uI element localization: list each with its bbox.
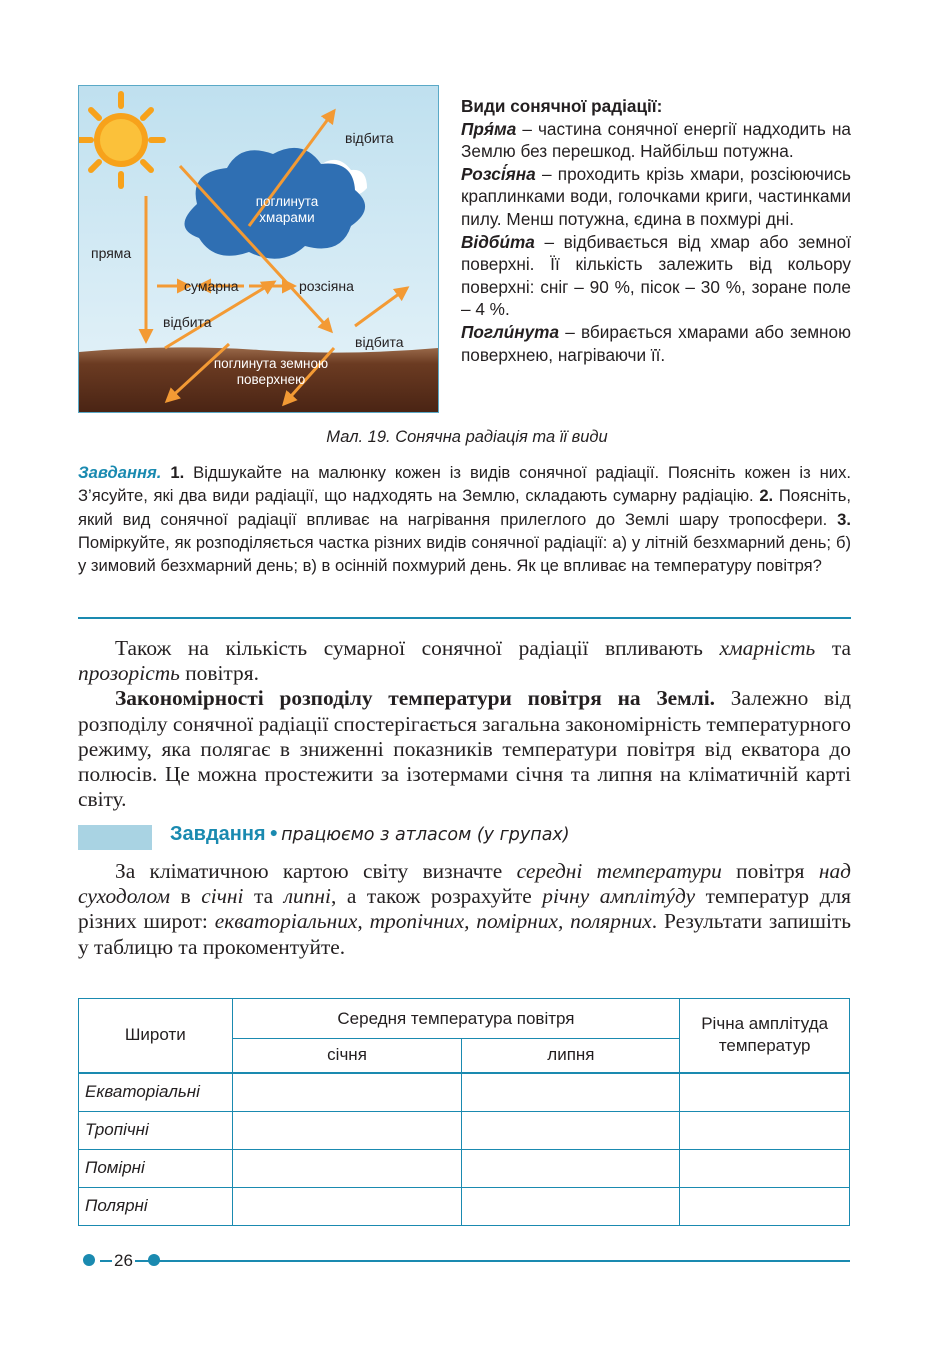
cell-january[interactable] [232,1111,462,1149]
footer-line [100,1260,850,1262]
cell-amplitude[interactable] [680,1149,850,1187]
label-direct: пряма [91,245,132,261]
cell-january[interactable] [232,1149,462,1187]
cell-july[interactable] [462,1187,680,1225]
cell-amplitude[interactable] [680,1111,850,1149]
legend-heading: Види сонячної радіації: [461,96,663,116]
table-row: Полярні [79,1187,850,1225]
cell-july[interactable] [462,1073,680,1112]
label-scattered: розсіяна [299,278,354,294]
label-ground-absorbed: поглинута земною поверхнею [213,356,329,387]
temperature-table [78,998,850,1226]
legend-item-reflected: Відби́та – відбивається від хмар або земної поверхні. Її кількість залежить від кольору поверхні: сніг – 90 %, пісок – 30 %, зоране поле – 4 %. [461,231,851,320]
label-total: сумарна [184,278,239,294]
section-divider [78,617,851,619]
radiation-types-legend [461,95,851,366]
table-row: Екваторіальні [79,1073,850,1112]
header-july: липня [462,1039,680,1073]
figure-caption: Мал. 19. Сонячна радіація та її види [326,428,608,446]
task-heading-bar [78,825,152,850]
header-annual-amplitude: Річна амплітуда температур [680,999,850,1073]
paragraph-transparency: Також на кількість сумарної сонячної радіації впливають хмарність та прозорість повітря. [78,636,851,686]
label-reflected-left: відбита [163,314,212,330]
legend-item-absorbed: Погли́нута – вбирається хмарами або земною поверхнею, нагріваючи її. [461,321,851,365]
task-label: Завдання. [78,463,162,482]
atlas-task-text: За кліматичною картою світу визначте середні температури повітря над суходолом в січні та липні, а також розрахуйте річну амплітýду температур для різних широт: екваторіальних, тропічних, помірних, полярних. Результати запишіть у таблицю та прокоментуйте. [78,859,851,959]
sun-icon [79,94,163,186]
cell-july[interactable] [462,1149,680,1187]
cell-january[interactable] [232,1187,462,1225]
radiation-diagram [79,86,438,412]
cell-january[interactable] [232,1073,462,1112]
header-average-temperature: Середня температура повітря [232,999,680,1039]
page-number: 26 [114,1251,133,1270]
label-reflected-top: відбита [345,130,394,146]
legend-item-direct: Пря́ма – частина сонячної енергії надходить на Землю без перешкод. Найбільш потужна. [461,118,851,162]
table-row: Тропічні [79,1111,850,1149]
header-latitudes: Широти [79,999,233,1073]
footer-dot-icon [82,1253,96,1267]
paragraph-temperature-patterns: Закономірності розподілу температури повітря на Землі. Залежно від розподілу сонячної радіації спостерігається загальна закономірність температурного режиму, яка полягає в зниженні показників температури повітря від екватора до полюсів. Це можна простежити за ізотермами січня та липня на кліматичній карті світу. [78,686,851,812]
main-text [78,636,851,812]
cell-july[interactable] [462,1111,680,1149]
header-january: січня [232,1039,462,1073]
task-heading: Завдання ● працюємо з атласом (у групах) [170,823,570,845]
cell-amplitude[interactable] [680,1187,850,1225]
legend-item-scattered: Розсі́яна – проходить крізь хмари, розсіюючись краплинками води, голочками криги, частинками пилу. Менш потужна, єдина в похмурі дні. [461,163,851,229]
bullet-icon: ● [269,824,279,840]
table-row: Помірні [79,1149,850,1187]
cell-amplitude[interactable] [680,1073,850,1112]
footer-dot-icon [147,1253,161,1267]
label-cloud-absorbed: поглинута хмарами [255,194,319,225]
label-reflected-right: відбита [355,334,404,350]
task-block: Завдання. 1. Відшукайте на малюнку кожен із видів сонячної радіації. Поясніть кожен із них. З’ясуйте, які два види радіації, що надходять на Землю, складають сумарну радіацію. 2. Поясніть, який вид сонячної радіації впливає на нагрівання прилеглого до Землі шару тропосфери. 3. Поміркуйте, як розподіляється частка різних видів сонячної радіації: а) у літній безхмарний день; б) у зимовий безхмарний день; в) в осінній похмурий день. Як це впливає на температуру повітря? [78,463,851,576]
solar-radiation-figure [78,85,439,413]
